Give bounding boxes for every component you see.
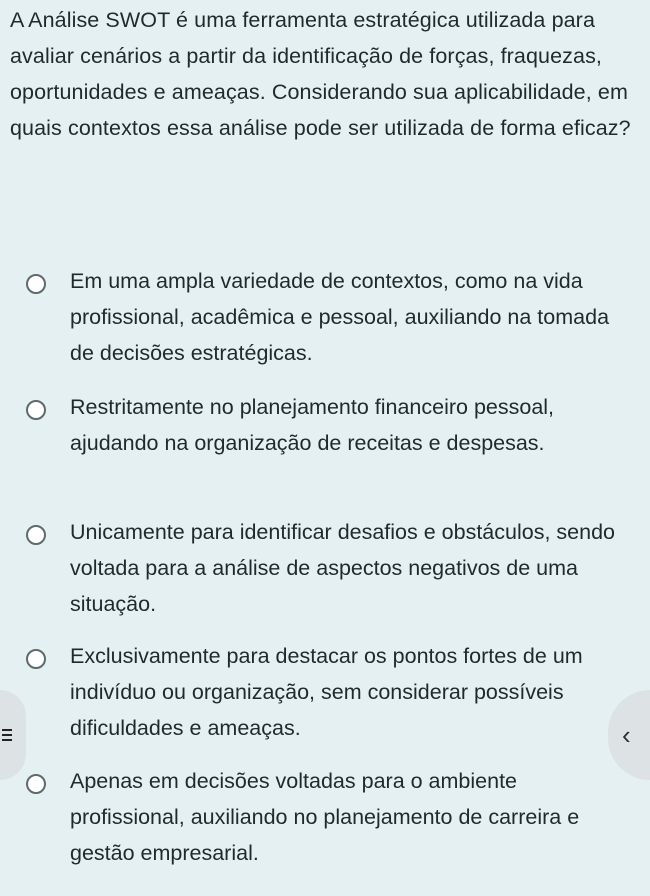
option-text: Exclusivamente para destacar os pontos fortes de um indivíduo ou organização, sem considerar possíveis dificuldades e ameaças. <box>70 644 583 740</box>
option-text: Restritamente no planejamento financeiro pessoal, ajudando na organização de receitas e despesas. <box>70 395 555 455</box>
option-d[interactable] <box>26 638 626 746</box>
radio-button[interactable] <box>26 400 46 420</box>
option-a[interactable] <box>26 263 626 371</box>
chevron-left-icon: ‹ <box>622 719 631 750</box>
menu-icon <box>2 729 12 741</box>
question-text: A Análise SWOT é uma ferramenta estratégica utilizada para avaliar cenários a partir da identificação de forças, fraquezas, oportunidades e ameaças. Considerando sua aplicabilidade, em quais contextos essa análise pode ser utilizada de forma eficaz? <box>10 8 631 140</box>
option-e[interactable] <box>26 763 626 871</box>
radio-button[interactable] <box>26 274 46 294</box>
option-text: Em uma ampla variedade de contextos, como na vida profissional, acadêmica e pessoal, auxiliando na tomada de decisões estratégicas. <box>70 269 610 365</box>
radio-button[interactable] <box>26 525 46 545</box>
radio-button[interactable] <box>26 649 46 669</box>
option-text: Unicamente para identificar desafios e obstáculos, sendo voltada para a análise de aspectos negativos de uma situação. <box>70 520 615 616</box>
option-c[interactable] <box>26 514 626 622</box>
option-b[interactable] <box>26 389 626 461</box>
radio-button[interactable] <box>26 774 46 794</box>
menu-button[interactable] <box>0 690 26 780</box>
option-text: Apenas em decisões voltadas para o ambiente profissional, auxiliando no planejamento de carreira e gestão empresarial. <box>70 769 580 865</box>
